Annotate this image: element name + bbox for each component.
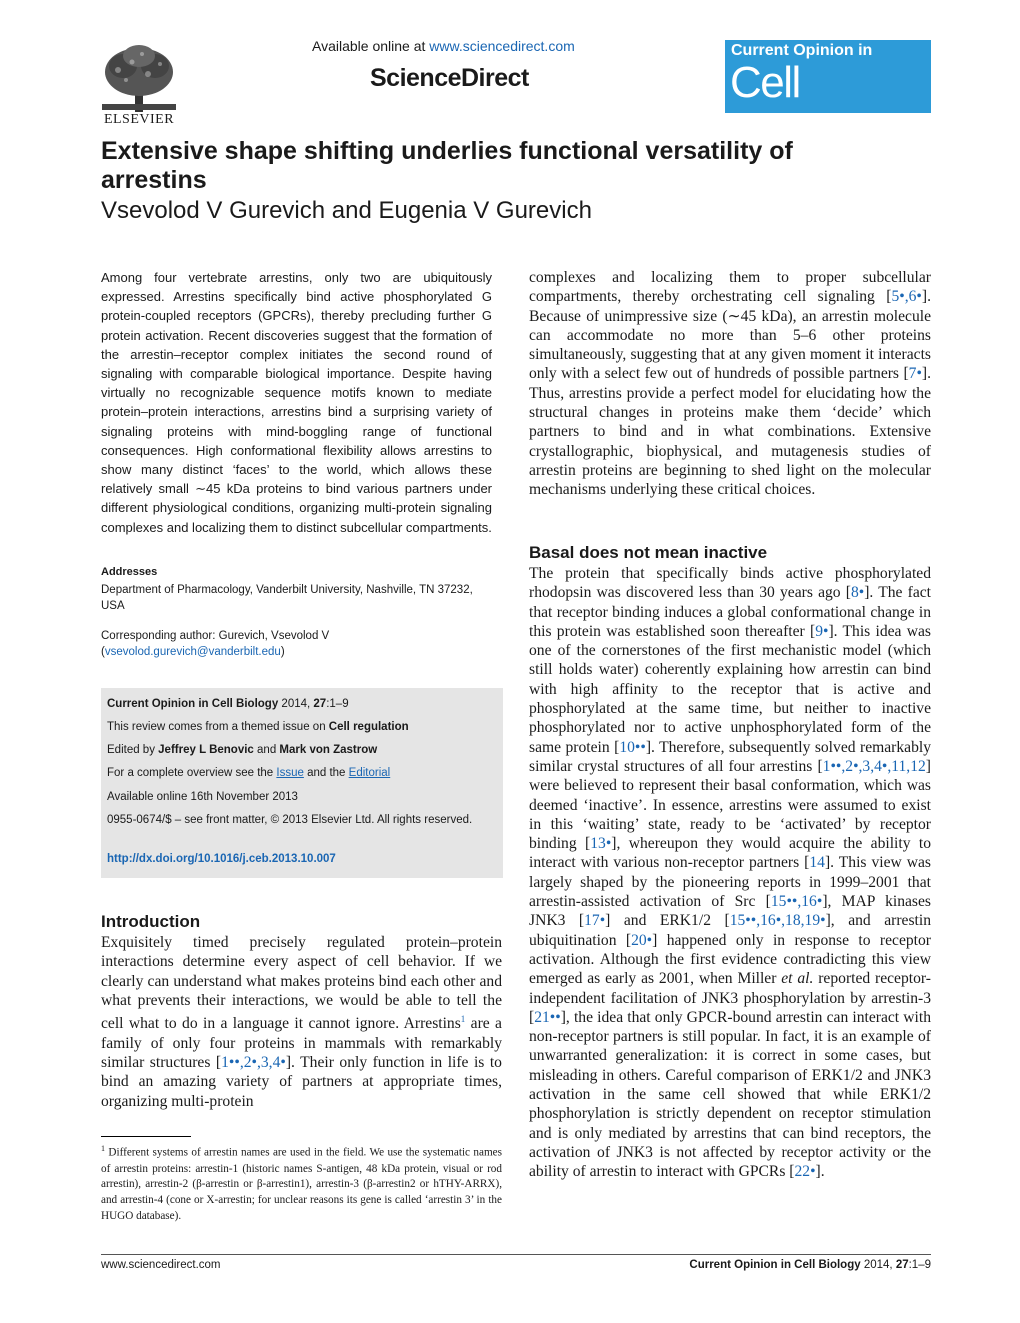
basal-text: ] and ERK1/2 [ [605, 912, 730, 930]
citation-ref[interactable]: 1••,2•,3,4• [221, 1053, 286, 1071]
editorial-link[interactable]: Editorial [348, 767, 391, 779]
info-edited-prefix: Edited by [107, 744, 159, 756]
footer-year: 2014, [860, 1259, 896, 1271]
basal-text: ]. This idea was one of the cornerstones of the first mechanistic model (which still holds water) coherently explaining how arrestin can bind with high affinity to the receptor that is active and phosphorylated at the same time, but neither to inactive phosphorylated nor to active unphosphorylated form of the same protein [ [529, 622, 931, 756]
citation-ref[interactable]: 15••,16•,18,19• [729, 912, 826, 930]
basal-text: ]. This view was largely shaped by the pioneering reports in 1999–2001 that arrestin-assisted activation of Src [ [529, 854, 931, 911]
info-volume: 27 [313, 698, 327, 710]
info-editor-2: Mark von Zastrow [279, 744, 378, 756]
citation-ref[interactable]: 14 [809, 854, 825, 872]
basal-text: ]. [815, 1163, 825, 1181]
basal-text: ]. The fact that receptor binding induces a global conformational change in this protein was established soon thereafter [ [529, 584, 931, 640]
article-authors: Vsevolod V Gurevich and Eugenia V Gurevich [101, 197, 592, 224]
citation-ref[interactable]: 1••,2•,3,4•,11,12 [822, 757, 926, 775]
basal-section-paragraph [529, 564, 931, 1182]
basal-text: ], and arrestin ubiquitination [ [529, 912, 931, 949]
corresponding-prefix: Corresponding author: Gurevich, Vsevolod V [101, 630, 330, 642]
info-themed-issue [107, 720, 493, 735]
info-overview-prefix: For a complete overview see the [107, 767, 277, 779]
footer-divider [101, 1254, 931, 1255]
abstract: Among four vertebrate arrestins, only two are ubiquitously expressed. Arrestins specifically bind active phosphorylated G protein-coupled receptors (GPCRs), thereby precluding further G protein activation. Recent discoveries suggest that the formation of the arrestin–receptor complex initiates the second round of signaling with comparable biological importance. Despite having virtually no recognizable sequence motifs known to mediate protein–protein interactions, arrestins bind a surprising variety of signaling proteins with mind-boggling range of functional consequences. High conformational flexibility allows arrestins to show many distinct ‘faces’ to the world, which allows these relatively small ∼45 kDa proteins to bind various partners under different physiological conditions, organizing multi-protein signaling complexes and localizing them to distinct subcellular compartments. [101, 270, 492, 535]
intro-text-3: ]. Their only function in life is to bind an amazing variety of partners at appropriate times, organizing multi-protein [101, 1053, 502, 1110]
sciencedirect-brand: ScienceDirect [370, 64, 529, 92]
info-themed-title: Cell regulation [328, 721, 409, 733]
info-year: 2014, [278, 698, 314, 710]
footnote-divider [101, 1136, 191, 1137]
basal-text: ]. Therefore, subsequently solved remarkably similar crystal structures of all four arrestins [ [529, 738, 931, 775]
intro-text-1: Exquisitely timed precisely regulated protein–protein interactions determine every aspect of cell behavior. If we clearly can understand what makes proteins bind each other and what prevents their interactions, we would be able to tell the cell what to do in a language it cannot ignore. Arrestins [101, 934, 502, 1033]
info-overview [107, 766, 493, 781]
addresses-heading: Addresses [101, 566, 158, 578]
basal-text: ], the idea that only GPCR-bound arrestin can interact with non-receptor partners is still popular. In fact, it is an example of unwarranted generalization: it is correct in some cases, but misleading in others. Careful comparison of ERK1/2 and JNK3 activation in the same cell showed that while ERK1/2 phosphorylation is strictly dependent on receptor stimulation and is only mediated by arrestins that can bind receptors, the activation of JNK3 is not affected by receptor activity or the ability of arrestin to interact with GPCRs [ [529, 1008, 931, 1181]
et-al: et al. [781, 970, 814, 988]
rc-text: ]. Because of unimpressive size (∼45 kDa), an arrestin molecule can accommodate no more than 5–6 other proteins simultaneously, suggesting that at any given moment it interacts only with a select few out of hundreds of possible partners [ [529, 288, 931, 383]
address-text: Department of Pharmacology, Vanderbilt University, Nashville, TN 37232, USA [101, 584, 473, 612]
author-email-link[interactable]: vsevolod.gurevich@vanderbilt.edu [104, 646, 281, 658]
rc-text: complexes and localizing them to proper subcellular compartments, thereby orchestrating cell signaling [ [529, 269, 931, 306]
footer-journal: Current Opinion in Cell Biology [689, 1259, 861, 1271]
citation-ref[interactable]: 22• [794, 1163, 816, 1181]
rc-text: ]. Thus, arrestins provide a perfect model for elucidating how the structural changes in proteins make them ‘decide’ which partners to bind and in what combinations. Extensive crystallographic, biophysical, and mutagenesis studies of arrestin proteins are beginning to shed light on the molecular mechanisms underlying these critical choices. [529, 365, 931, 499]
footnote-marker[interactable]: 1 [460, 1014, 466, 1025]
footnote-number: 1 [101, 1144, 105, 1153]
info-themed-prefix: This review comes from a themed issue on [107, 721, 329, 733]
basal-section-heading: Basal does not mean inactive [529, 543, 768, 562]
elsevier-wordmark: ELSEVIER [103, 112, 175, 127]
citation-ref[interactable]: 7• [908, 365, 922, 383]
corresponding-author: Corresponding author: Gurevich, Vsevolod V (vsevolod.gurevich@vanderbilt.edu) [101, 630, 330, 658]
citation-ref[interactable]: 13• [590, 835, 612, 853]
issue-link[interactable]: Issue [276, 767, 304, 779]
available-online-prefix: Available online at [312, 38, 430, 54]
footer-volume: 27 [895, 1259, 909, 1271]
journal-logo [725, 40, 931, 157]
info-pages: :1–9 [326, 698, 349, 710]
info-editor-and: and [253, 744, 280, 756]
info-citation [107, 697, 493, 712]
doi-link[interactable]: http://dx.doi.org/10.1016/j.ceb.2013.10.007 [107, 853, 336, 865]
footer-website: www.sciencedirect.com [101, 1259, 221, 1271]
footnote-text: Different systems of arrestin names are used in the field. We use the systematic names of arrestin proteins: arrestin-1 (historic names S-antigen, 48 kDa protein, visual or rod arrestin), arrestin-2 (β-arrestin or β-arrestin1), arrestin-3 (β-arrestin2 or hTHY-ARRX), and arrestin-4 (cone or X-arrestin; for unclear reasons its gene is called ‘arrestin 3’ in the HUGO database). [101, 1146, 502, 1222]
citation-ref[interactable]: 9• [815, 622, 829, 640]
citation-ref[interactable]: 10•• [619, 738, 646, 756]
journal-logo-line2: Cell Biology [730, 58, 864, 157]
info-overview-and: and the [303, 767, 349, 779]
sciencedirect-link[interactable]: www.sciencedirect.com [429, 38, 575, 54]
article-info-box [101, 688, 503, 878]
article-title: Extensive shape shifting underlies functional versatility of arrestins [101, 137, 793, 194]
citation-ref[interactable]: 17• [584, 912, 606, 930]
intro-text-2: are a family of only four proteins in mammals with remarkably similar structures [ [101, 1015, 502, 1071]
available-online-line [312, 38, 575, 54]
journal-logo-line1: Current Opinion in [731, 42, 873, 59]
footer-pages: :1–9 [908, 1259, 931, 1271]
basal-text: reported receptor-independent facilitation of JNK3 phosphorylation by arrestin-3 [ [529, 970, 931, 1026]
basal-text: ], whereupon they would acquire the ability to interact with various non-receptor partners [ [529, 835, 931, 872]
citation-ref[interactable]: 8• [850, 584, 865, 602]
info-editor-1: Jeffrey L Benovic [158, 744, 254, 756]
info-copyright: 0955-0674/$ – see front matter, © 2013 Elsevier Ltd. All rights reserved. [107, 814, 473, 826]
info-journal: Current Opinion in Cell Biology [107, 698, 279, 710]
basal-text: ] happened only in response to receptor activation. Although the first evidence contradicting this view emerged as early as 2001, when Miller [529, 931, 931, 988]
right-column-paragraph-1 [529, 268, 931, 500]
footnote [101, 1141, 502, 1225]
basal-text: The protein that specifically binds active phosphorylated rhodopsin was discovered less than 30 years ago [ [529, 565, 931, 602]
basal-text: ], MAP kinases JNK3 [ [529, 893, 931, 930]
introduction-paragraph [101, 933, 502, 1111]
citation-ref[interactable]: 20• [631, 931, 653, 949]
footer-citation [668, 1259, 931, 1271]
introduction-heading: Introduction [101, 912, 201, 931]
info-editors [107, 743, 493, 758]
citation-ref[interactable]: 21•• [534, 1008, 561, 1026]
info-available-online: Available online 16th November 2013 [107, 791, 298, 803]
citation-ref[interactable]: 5•,6• [891, 288, 922, 306]
citation-ref[interactable]: 15••,16• [770, 893, 823, 911]
basal-text: ] were believed to represent their basal conformation, which was deemed ‘inactive’. In essence, arrestins were assumed to exist in this ‘waiting’ state, ready to be ‘activated’ by receptor binding [ [529, 757, 931, 853]
